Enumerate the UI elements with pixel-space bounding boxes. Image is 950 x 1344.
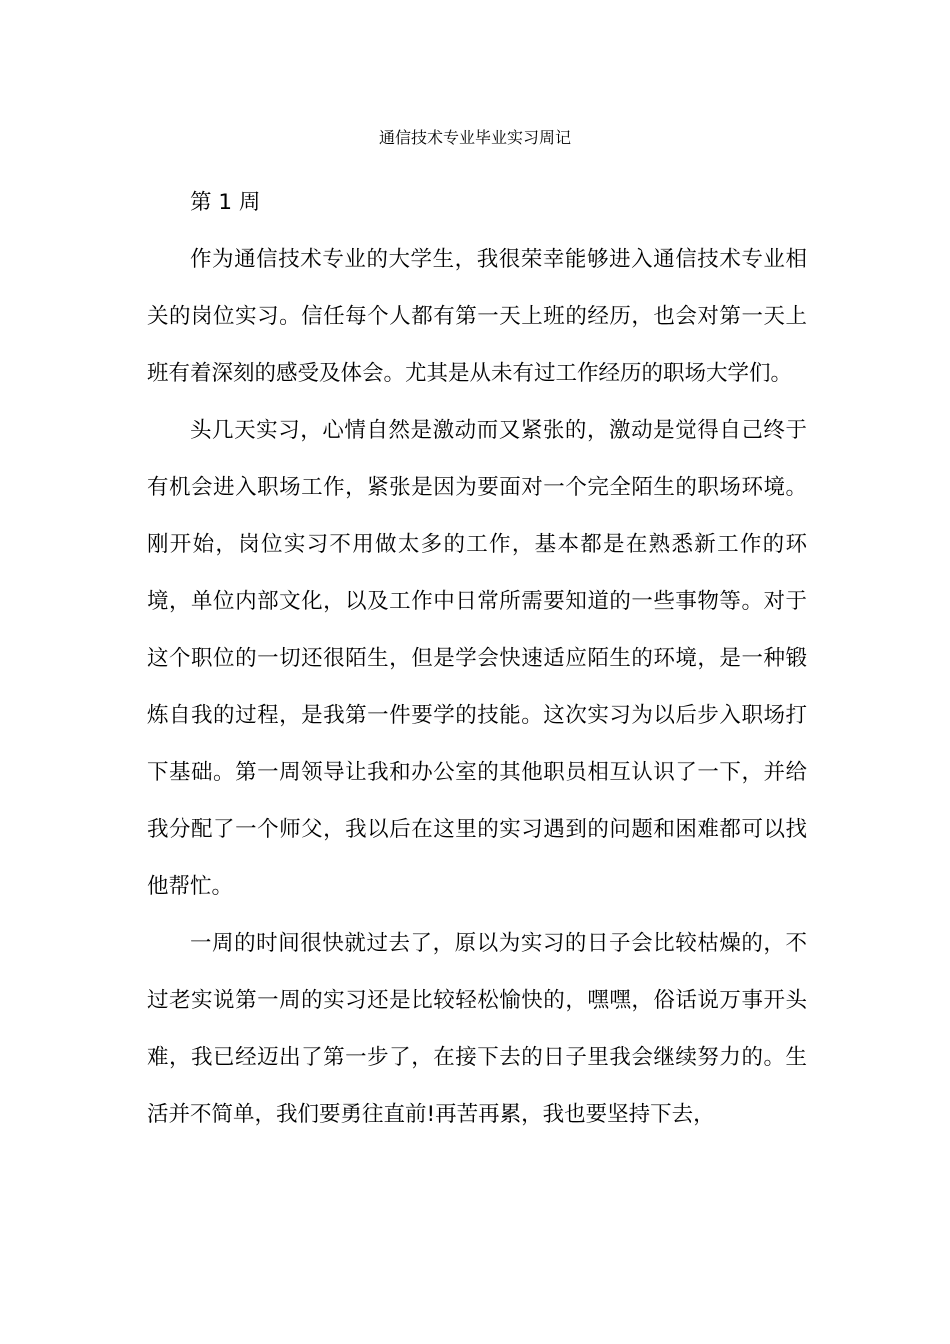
document-title: 通信技术专业毕业实习周记 [378, 128, 571, 147]
document-body [147, 174, 807, 1143]
paragraph-1: 作为通信技术专业的大学生，我很荣幸能够进入通信技术专业相关的岗位实习。信任每个人都有第一天上班的经历，也会对第一天上班有着深刻的感受及体会。尤其是从未有过工作经历的职场大学们。 [147, 247, 807, 386]
week-heading: 第 1 周 [190, 190, 261, 215]
paragraph-3: 一周的时间很快就过去了，原以为实习的日子会比较枯燥的，不过老实说第一周的实习还是比较轻松愉快的，嘿嘿，俗话说万事开头难，我已经迈出了第一步了，在接下去的日子里我会继续努力的。生活并不简单，我们要勇往直前!再苦再累，我也要坚持下去， [147, 931, 807, 1127]
paragraph-2: 头几天实习，心情自然是激动而又紧张的，激动是觉得自己终于有机会进入职场工作，紧张是因为要面对一个完全陌生的职场环境。刚开始，岗位实习不用做太多的工作，基本都是在熟悉新工作的环境，单位内部文化，以及工作中日常所需要知道的一些事物等。对于这个职位的一切还很陌生，但是学会快速适应陌生的环境，是一种锻炼自我的过程，是我第一件要学的技能。这次实习为以后步入职场打下基础。第一周领导让我和办公室的其他职员相互认识了一下，并给我分配了一个师父，我以后在这里的实习遇到的问题和困难都可以找他帮忙。 [147, 418, 807, 899]
